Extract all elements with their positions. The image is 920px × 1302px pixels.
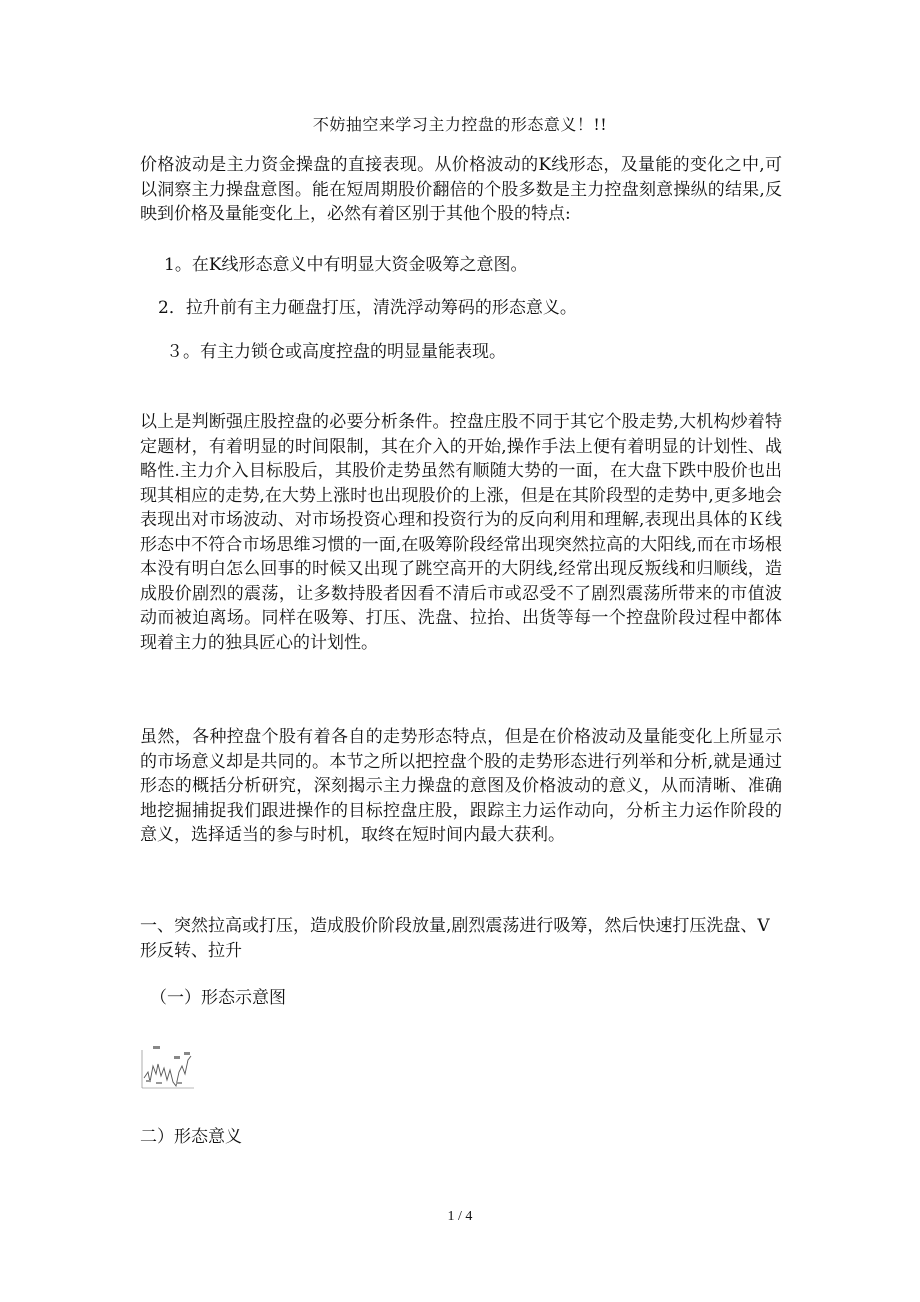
- list-item-1: 1。在K线形态意义中有明显大资金吸筹之意图。: [164, 255, 528, 275]
- figure-price-line: [144, 1056, 191, 1086]
- page-number: 1 / 4: [447, 1209, 473, 1224]
- figure-label-mark: [156, 1082, 162, 1084]
- pattern-diagram-figure: [140, 1042, 196, 1092]
- figure-label-mark: [146, 1080, 151, 1082]
- analysis-paragraph: 以上是判断强庄股控盘的必要分析条件。控盘庄股不同于其它个股走势,大机构炒着特定题材，有着明显的时间限制，其在介入的开始,操作手法上便有着明显的计划性、战略性.主力介入目标股后，其股价走势虽然有顺随大势的一面，在大盘下跌中股价也出现其相应的走势,在大势上涨时也出现股价的上涨，但是在其阶段型的走势中,更多地会表现出对市场波动、对市场投资心理和投资行为的反向利用和理解,表现出具体的Ｋ线形态中不符合市场思维习惯的一面,在吸筹阶段经常出现突然拉高的大阳线,而在市场根本没有明白怎么回事的时候又出现了跳空高开的大阴线,经常出现反叛线和归顺线，造成股价剧烈的震荡，让多数持股者因看不清后市或忍受不了剧烈震荡所带来的市值波动而被迫离场。同样在吸筹、打压、洗盘、拉抬、出货等每一个控盘阶段过程中都体现着主力的独具匠心的计划性。: [140, 412, 782, 653]
- section-2-subheading: 二）形态意义: [140, 1127, 242, 1147]
- summary-paragraph: 虽然，各种控盘个股有着各自的走势形态特点，但是在价格波动及量能变化上所显示的市场意义却是共同的。本节之所以把控盘个股的走势形态进行列举和分析,就是通过形态的概括分析研究，深刻揭示主力操盘的意图及价格波动的意义，从而清晰、准确地挖掘捕捉我们跟进操作的目标控盘庄股，跟踪主力运作动向，分析主力运作阶段的意义，选择适当的参与时机，取终在短时间内最大获利。: [140, 727, 782, 845]
- figure-label-mark: [176, 1082, 182, 1084]
- section-1-heading: 一、突然拉高或打压，造成股价阶段放量,剧烈震荡进行吸筹，然后快速打压洗盘、V形反转、拉升: [140, 916, 770, 961]
- figure-label-mark: [174, 1056, 180, 1059]
- figure-label-mark: [184, 1052, 190, 1055]
- section-1-subheading: （一）形态示意图: [150, 988, 286, 1008]
- figure-label-mark: [153, 1046, 160, 1049]
- intro-paragraph: 价格波动是主力资金操盘的直接表现。从价格波动的K线形态，及量能的变化之中,可以洞察主力操盘意图。能在短周期股价翻倍的个股多数是主力控盘刻意操纵的结果,反映到价格及量能变化上，必然有着区别于其他个股的特点:: [140, 155, 782, 224]
- list-item-2: 2．拉升前有主力砸盘打压，清洗浮动筹码的形态意义。: [158, 298, 577, 318]
- document-title: 不妨抽空来学习主力控盘的形态意义！!!: [312, 115, 608, 134]
- list-item-3: ３。有主力锁仓或高度控盘的明显量能表现。: [166, 342, 506, 362]
